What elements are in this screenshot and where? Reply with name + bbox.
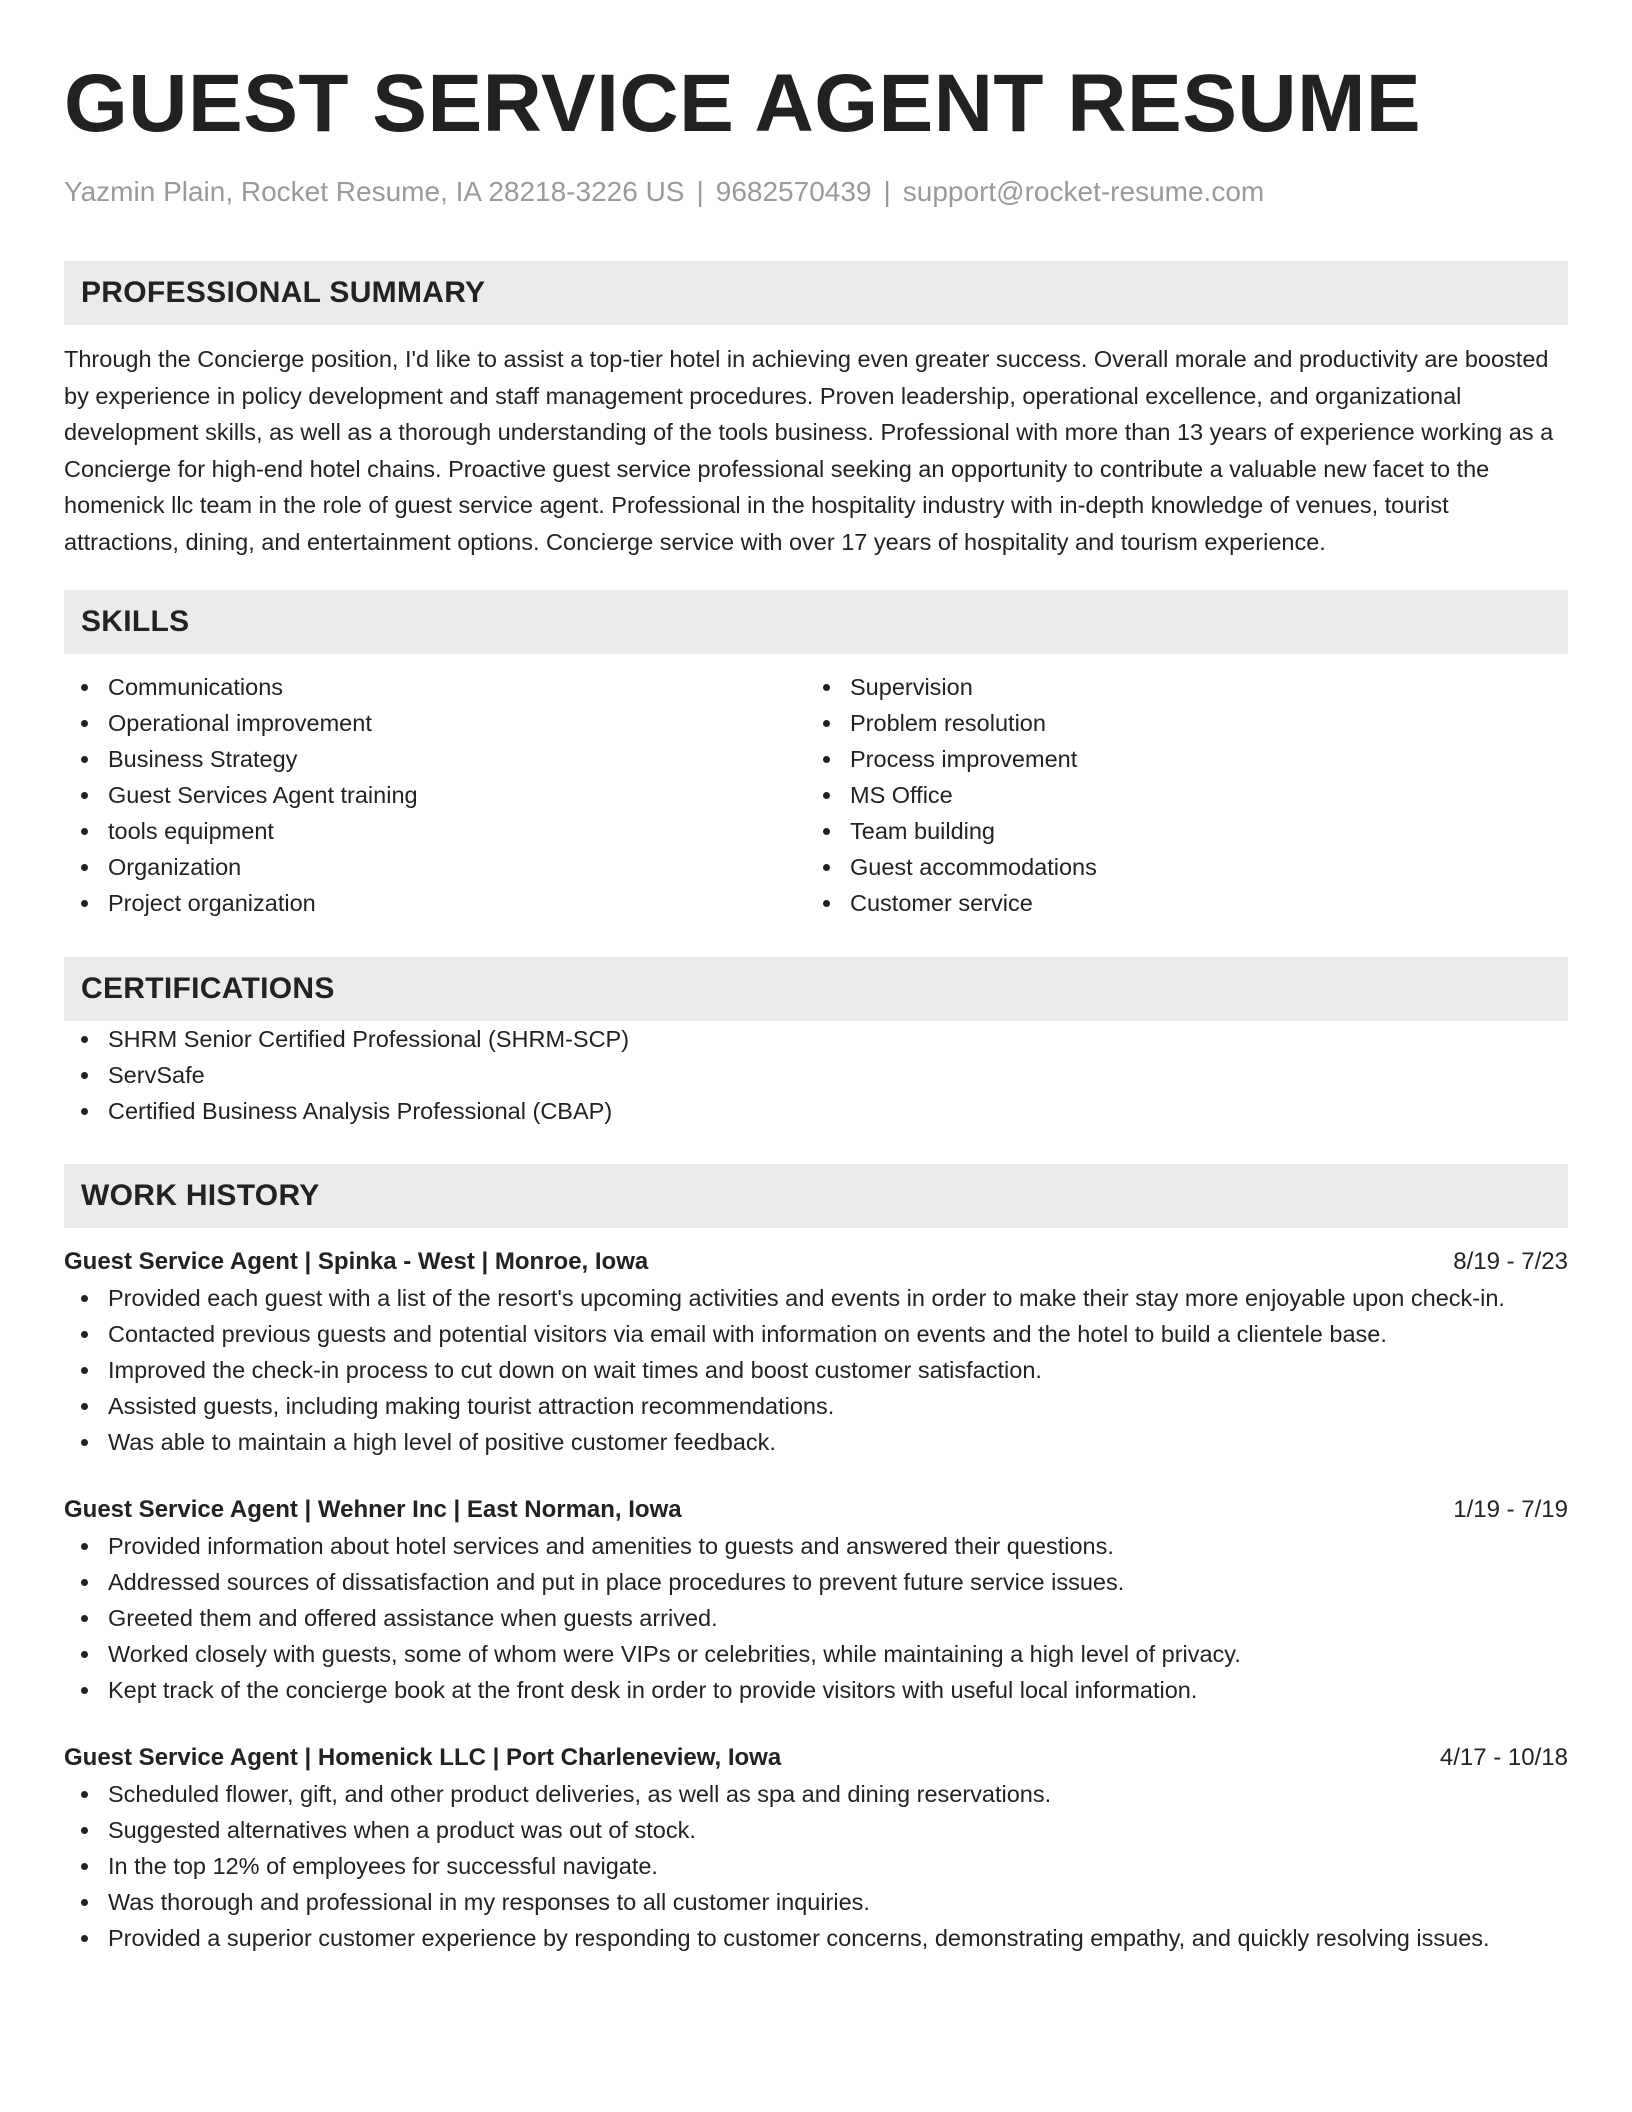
skill-item: Team building [806, 813, 1548, 849]
skill-item: Organization [64, 849, 806, 885]
skills-grid [64, 669, 1568, 921]
summary-heading: PROFESSIONAL SUMMARY [64, 261, 1568, 325]
skills-list-right [806, 669, 1548, 921]
skill-item: Operational improvement [64, 705, 806, 741]
summary-text: Through the Concierge position, I'd like to assist a top-tier hotel in achieving even greater success. Overall morale and productivity are boosted by experience in policy development and staff management procedures. Proven leadership, operational excellence, and organizational development skills, as well as a thorough understanding of the tools business. Professional with more than 13 years of experience working as a Concierge for high-end hotel chains. Proactive guest service professional seeking an opportunity to contribute a valuable new facet to the homenick llc team in the role of guest service agent. Professional in the hospitality industry with in-depth knowledge of venues, tourist attractions, dining, and entertainment options. Concierge service with over 17 years of hospitality and tourism experience. [64, 346, 1554, 555]
job-dates: 4/17 - 10/18 [1439, 1744, 1568, 1771]
job-duty-item: Assisted guests, including making tourist attraction recommendations. [64, 1388, 1568, 1424]
contact-separator: | [883, 176, 891, 207]
skills-heading: SKILLS [64, 590, 1568, 654]
job-duty-item: Was able to maintain a high level of positive customer feedback. [64, 1424, 1568, 1460]
contact-separator: | [696, 176, 704, 207]
skill-item: Guest Services Agent training [64, 777, 806, 813]
skill-item: Communications [64, 669, 806, 705]
skill-item: Business Strategy [64, 741, 806, 777]
skill-item: Supervision [806, 669, 1548, 705]
certification-item: Certified Business Analysis Professional (CBAP) [64, 1093, 1568, 1129]
job-title: Guest Service Agent | Spinka - West | Monroe, Iowa [64, 1248, 649, 1275]
certifications-list [64, 1021, 1568, 1129]
job-dates: 8/19 - 7/23 [1453, 1248, 1568, 1275]
resume-title: GUEST SERVICE AGENT RESUME [64, 58, 1422, 149]
skill-item: Problem resolution [806, 705, 1548, 741]
certifications-heading: CERTIFICATIONS [64, 957, 1568, 1021]
skill-item: Process improvement [806, 741, 1548, 777]
job-duty-item: Addressed sources of dissatisfaction and put in place procedures to prevent future service issues. [64, 1564, 1568, 1600]
skill-item: MS Office [806, 777, 1548, 813]
contact-phone: 9682570439 [715, 176, 872, 207]
skills-column-right [806, 669, 1548, 921]
job-header [64, 1740, 1568, 1776]
skills-column-left [64, 669, 806, 921]
job-dates: 1/19 - 7/19 [1453, 1496, 1568, 1523]
job-duties-list [64, 1528, 1568, 1708]
skill-item: Customer service [806, 885, 1548, 921]
job-duty-item: Contacted previous guests and potential visitors via email with information on events and the hotel to build a clientele base. [64, 1316, 1568, 1352]
contact-line [64, 174, 1568, 210]
job-header [64, 1492, 1568, 1528]
job-duty-item: In the top 12% of employees for successful navigate. [64, 1848, 1568, 1884]
skill-item: Project organization [64, 885, 806, 921]
job-duty-item: Worked closely with guests, some of whom were VIPs or celebrities, while maintaining a high level of privacy. [64, 1636, 1568, 1672]
contact-email: support@rocket-resume.com [902, 176, 1265, 207]
job-duty-item: Suggested alternatives when a product was out of stock. [64, 1812, 1568, 1848]
job-entry [64, 1740, 1568, 1956]
job-entry [64, 1244, 1568, 1460]
skill-item: Guest accommodations [806, 849, 1548, 885]
job-duty-item: Was thorough and professional in my responses to all customer inquiries. [64, 1884, 1568, 1920]
job-duty-item: Provided each guest with a list of the resort's upcoming activities and events in order to make their stay more enjoyable upon check-in. [64, 1280, 1568, 1316]
job-duty-item: Provided information about hotel services and amenities to guests and answered their questions. [64, 1528, 1568, 1564]
certification-item: ServSafe [64, 1057, 1568, 1093]
job-duty-item: Kept track of the concierge book at the front desk in order to provide visitors with useful local information. [64, 1672, 1568, 1708]
skill-item: tools equipment [64, 813, 806, 849]
job-duties-list [64, 1776, 1568, 1956]
contact-address: Yazmin Plain, Rocket Resume, IA 28218-3226 US [64, 176, 685, 207]
job-entry [64, 1492, 1568, 1708]
certification-item: SHRM Senior Certified Professional (SHRM-SCP) [64, 1021, 1568, 1057]
job-duty-item: Greeted them and offered assistance when guests arrived. [64, 1600, 1568, 1636]
job-header [64, 1244, 1568, 1280]
job-duty-item: Provided a superior customer experience by responding to customer concerns, demonstrating empathy, and quickly resolving issues. [64, 1920, 1568, 1956]
job-duty-item: Improved the check-in process to cut down on wait times and boost customer satisfaction. [64, 1352, 1568, 1388]
job-title: Guest Service Agent | Wehner Inc | East Norman, Iowa [64, 1496, 682, 1523]
skills-list-left [64, 669, 806, 921]
job-duties-list [64, 1280, 1568, 1460]
job-duty-item: Scheduled flower, gift, and other product deliveries, as well as spa and dining reservations. [64, 1776, 1568, 1812]
resume-page [64, 0, 1568, 1956]
work-history-heading: WORK HISTORY [64, 1164, 1568, 1228]
job-title: Guest Service Agent | Homenick LLC | Port Charleneview, Iowa [64, 1744, 782, 1771]
